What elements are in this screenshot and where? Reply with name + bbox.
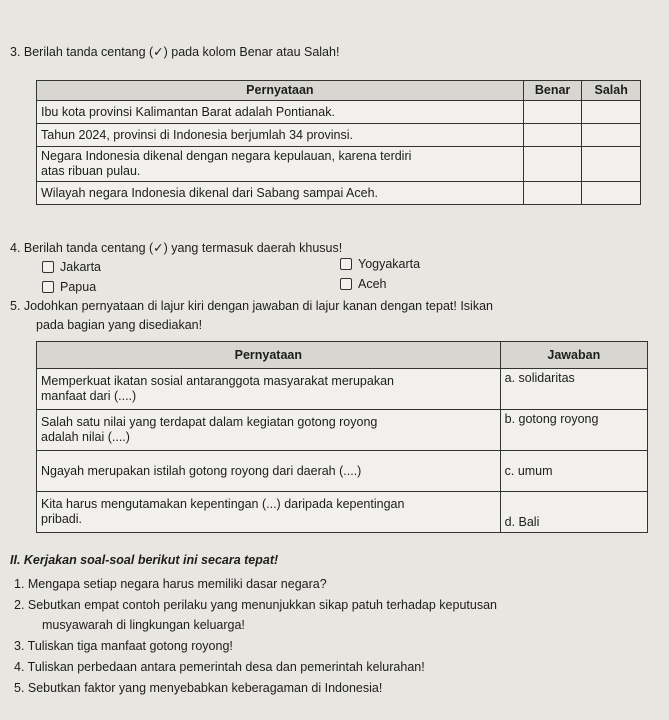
- statement-cell: [37, 410, 501, 451]
- answer-cell: b. gotong royong: [500, 410, 647, 451]
- table-row: [37, 492, 648, 533]
- true-answer-cell[interactable]: [523, 124, 582, 147]
- true-false-table: [36, 80, 641, 205]
- table-header-row: [37, 81, 641, 101]
- table-row: [37, 124, 641, 147]
- q5-instruction-line1: 5. Jodohkan pernyataan di lajur kiri dengan jawaban di lajur kanan dengan tepat! Isikan: [10, 299, 493, 313]
- false-answer-cell[interactable]: [582, 182, 641, 205]
- q5-instruction-line2: pada bagian yang disediakan!: [36, 318, 203, 332]
- table-row: [37, 101, 641, 124]
- checkbox-icon[interactable]: [42, 281, 54, 293]
- header-statement: Pernyataan: [37, 81, 524, 101]
- essay-question-2: 2. Sebutkan empat contoh perilaku yang menunjukkan sikap patuh terhadap keputusan: [14, 598, 497, 612]
- checkbox-icon[interactable]: [340, 258, 352, 270]
- statement-cell: Ngayah merupakan istilah gotong royong dari daerah (....): [37, 451, 501, 492]
- checkbox-icon[interactable]: [340, 278, 352, 290]
- statement-cell: Tahun 2024, provinsi di Indonesia berjumlah 34 provinsi.: [37, 124, 524, 147]
- statement-line: Salah satu nilai yang terdapat dalam kegiatan gotong royong: [41, 415, 378, 429]
- table-header-row: [37, 342, 648, 369]
- table-row: [37, 410, 648, 451]
- table-row: [37, 147, 641, 182]
- option-label: Jakarta: [60, 260, 101, 274]
- statement-line: pribadi.: [41, 512, 82, 526]
- header-true: Benar: [523, 81, 582, 101]
- true-answer-cell[interactable]: [523, 147, 582, 182]
- statement-line: manfaat dari (....): [41, 389, 137, 403]
- statement-cell: [37, 369, 501, 410]
- option-label: Papua: [60, 280, 97, 294]
- statement-cell: [37, 147, 524, 182]
- statement-cell: [37, 492, 501, 533]
- option-label: Aceh: [358, 277, 387, 291]
- essay-question-1: 1. Mengapa setiap negara harus memiliki dasar negara?: [14, 577, 327, 591]
- option-jakarta[interactable]: [42, 260, 101, 274]
- option-yogyakarta[interactable]: [340, 257, 420, 271]
- statement-line: Memperkuat ikatan sosial antaranggota masyarakat merupakan: [41, 374, 394, 388]
- table-row: [37, 369, 648, 410]
- statement-line: Kita harus mengutamakan kepentingan (...) daripada kepentingan: [41, 497, 405, 511]
- table-row: [37, 451, 648, 492]
- statement-cell: Wilayah negara Indonesia dikenal dari Sabang sampai Aceh.: [37, 182, 524, 205]
- header-answer: Jawaban: [500, 342, 647, 369]
- q3-instruction: 3. Berilah tanda centang (✓) pada kolom Benar atau Salah!: [10, 45, 340, 59]
- essay-question-2-cont: musyawarah di lingkungan keluarga!: [42, 618, 245, 632]
- section2-title: II. Kerjakan soal-soal berikut ini secara tepat!: [10, 553, 279, 567]
- answer-cell: d. Bali: [500, 492, 647, 533]
- matching-table: [36, 341, 648, 533]
- false-answer-cell[interactable]: [582, 124, 641, 147]
- statement-cell: Ibu kota provinsi Kalimantan Barat adalah Pontianak.: [37, 101, 524, 124]
- statement-line: adalah nilai (....): [41, 430, 130, 444]
- statement-line: Negara Indonesia dikenal dengan negara kepulauan, karena terdiri: [41, 149, 412, 163]
- option-papua[interactable]: [42, 280, 96, 294]
- checkbox-icon[interactable]: [42, 261, 54, 273]
- true-answer-cell[interactable]: [523, 101, 582, 124]
- essay-question-5: 5. Sebutkan faktor yang menyebabkan keberagaman di Indonesia!: [14, 681, 383, 695]
- statement-line: atas ribuan pulau.: [41, 164, 141, 178]
- false-answer-cell[interactable]: [582, 147, 641, 182]
- header-statement: Pernyataan: [37, 342, 501, 369]
- table-row: [37, 182, 641, 205]
- header-false: Salah: [582, 81, 641, 101]
- true-answer-cell[interactable]: [523, 182, 582, 205]
- answer-cell: a. solidaritas: [500, 369, 647, 410]
- option-aceh[interactable]: [340, 277, 387, 291]
- essay-question-4: 4. Tuliskan perbedaan antara pemerintah desa dan pemerintah kelurahan!: [14, 660, 425, 674]
- option-label: Yogyakarta: [358, 257, 421, 271]
- false-answer-cell[interactable]: [582, 101, 641, 124]
- q4-instruction: 4. Berilah tanda centang (✓) yang termasuk daerah khusus!: [10, 241, 343, 255]
- answer-cell: c. umum: [500, 451, 647, 492]
- essay-question-3: 3. Tuliskan tiga manfaat gotong royong!: [14, 639, 233, 653]
